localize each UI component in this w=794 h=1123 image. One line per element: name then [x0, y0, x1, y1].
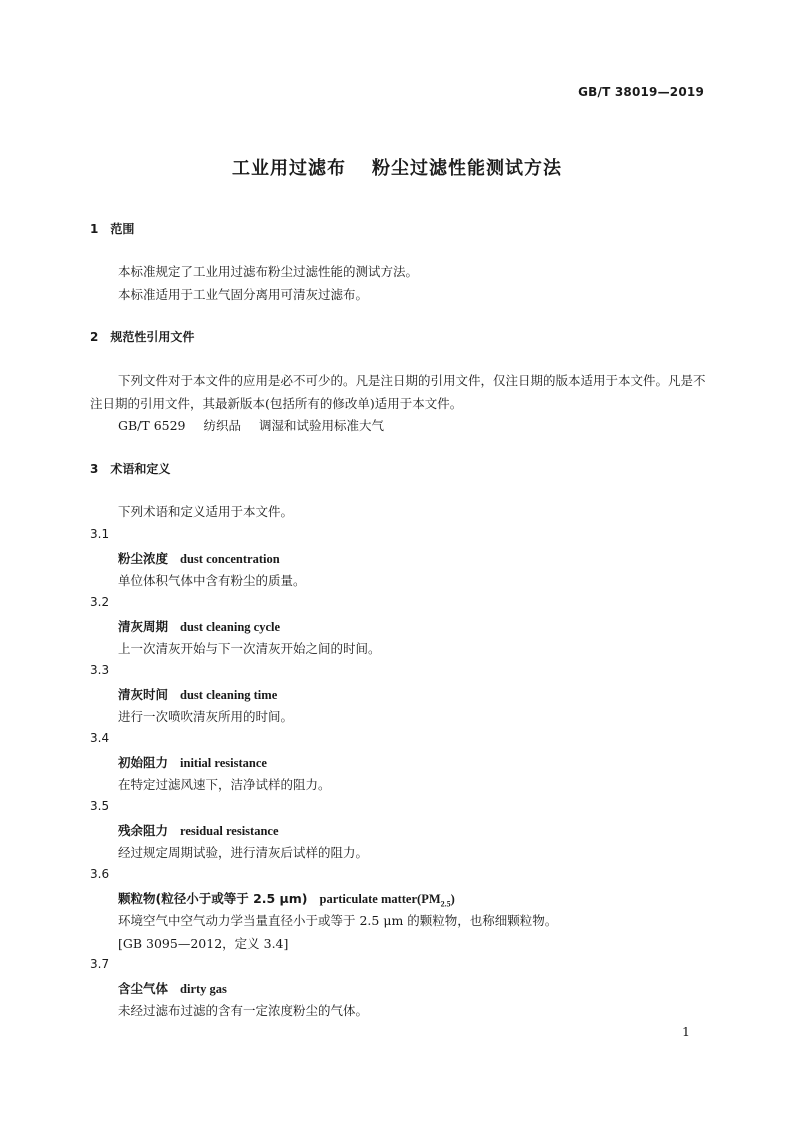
section-number: 2 [90, 330, 99, 344]
term-definition: 环境空气中空气动力学当量直径小于或等于 2.5 μm 的颗粒物，也称细颗粒物。 [118, 913, 558, 928]
reference-title-a: 纺织品 [203, 418, 242, 433]
title-part-1: 工业用过滤布 [232, 158, 346, 179]
term-definition: 单位体积气体中含有粉尘的质量。 [118, 573, 306, 588]
reference-title-b: 调湿和试验用标准大气 [259, 418, 385, 433]
term-number: 3.6 [90, 867, 110, 881]
term-en: dust cleaning time [180, 688, 278, 702]
term-en-close: ) [450, 892, 455, 906]
term-zh: 清灰周期 [118, 619, 169, 634]
paragraph: 下列文件对于本文件的应用是必不可少的。凡是注日期的引用文件，仅注日期的版本适用于本文件。凡是不注日期的引用文件，其最新版本(包括所有的修改单)适用于本文件。 [90, 373, 706, 411]
term-en: dust cleaning cycle [180, 620, 281, 634]
paragraph: 本标准规定了工业用过滤布粉尘过滤性能的测试方法。 [118, 264, 419, 279]
term-en: residual resistance [180, 824, 279, 838]
term-number: 3.4 [90, 731, 110, 745]
term-heading [118, 753, 267, 771]
section-2-heading [90, 328, 194, 345]
section-3-heading [90, 460, 170, 477]
term-en: dust concentration [180, 552, 280, 566]
term-definition: 在特定过滤风速下，洁净试样的阻力。 [118, 777, 331, 792]
normative-reference [118, 416, 384, 434]
term-definition: 进行一次喷吹清灰所用的时间。 [118, 709, 294, 724]
section-title: 术语和定义 [110, 462, 171, 476]
term-heading [118, 685, 277, 703]
document-title [0, 154, 794, 180]
term-source-note: [GB 3095—2012，定义 3.4] [118, 936, 289, 951]
standard-number: GB/T 38019—2019 [578, 85, 704, 99]
section-number: 1 [90, 222, 99, 236]
section-title: 规范性引用文件 [110, 330, 195, 344]
term-zh: 含尘气体 [118, 981, 169, 996]
paragraph: 本标准适用于工业气固分离用可清灰过滤布。 [118, 287, 369, 302]
term-number: 3.5 [90, 799, 110, 813]
term-zh: 颗粒物(粒径小于或等于 2.5 μm) [118, 891, 308, 906]
term-number: 3.7 [90, 957, 110, 971]
term-heading [118, 821, 279, 839]
term-heading [118, 617, 280, 635]
reference-code: GB/T 6529 [118, 418, 186, 433]
term-en: initial resistance [180, 756, 267, 770]
section-1-heading [90, 220, 134, 237]
term-definition: 经过规定周期试验，进行清灰后试样的阻力。 [118, 845, 369, 860]
title-part-2: 粉尘过滤性能测试方法 [372, 158, 562, 179]
term-heading [118, 549, 280, 567]
term-definition: 未经过滤布过滤的含有一定浓度粉尘的气体。 [118, 1003, 369, 1018]
term-en [319, 892, 455, 909]
section-number: 3 [90, 462, 99, 476]
term-en: dirty gas [180, 982, 227, 996]
term-definition: 上一次清灰开始与下一次清灰开始之间的时间。 [118, 641, 381, 656]
term-heading [118, 889, 455, 909]
term-zh: 清灰时间 [118, 687, 169, 702]
section-title: 范围 [110, 222, 135, 236]
term-number: 3.1 [90, 527, 110, 541]
term-zh: 初始阻力 [118, 755, 169, 770]
term-zh: 粉尘浓度 [118, 551, 169, 566]
paragraph: 下列术语和定义适用于本文件。 [118, 504, 294, 519]
term-heading [118, 979, 227, 997]
term-zh: 残余阻力 [118, 823, 169, 838]
term-en-text: particulate matter(PM [319, 892, 441, 906]
term-number: 3.2 [90, 595, 110, 609]
term-number: 3.3 [90, 663, 110, 677]
term-en-subscript: 2.5 [440, 899, 451, 909]
page-number: 1 [682, 1024, 690, 1039]
